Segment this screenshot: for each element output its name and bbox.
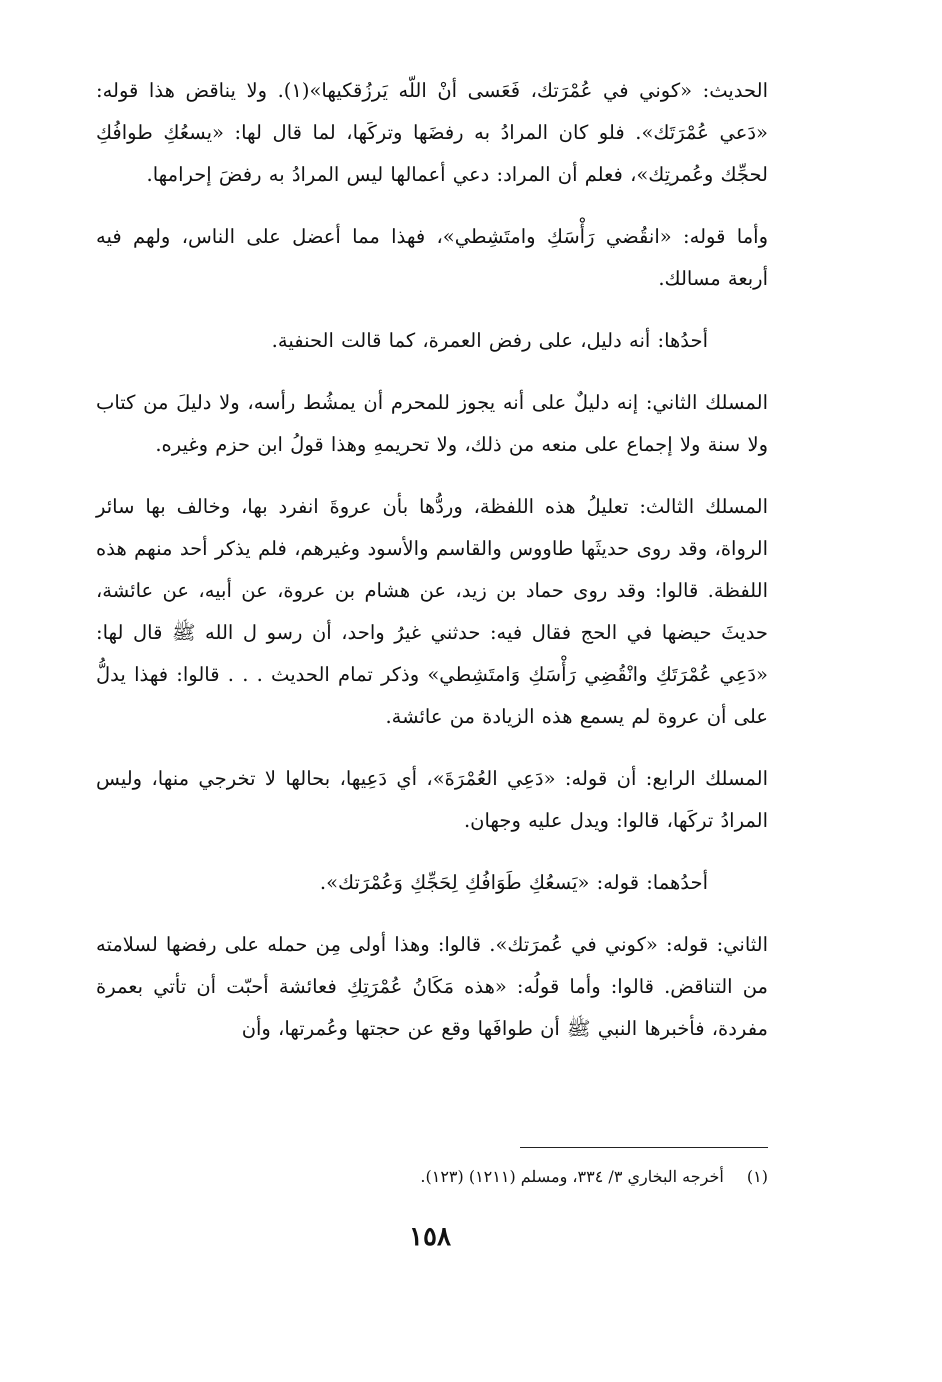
page-number: ١٥٨	[409, 1222, 451, 1252]
paragraph-first-aspect: أحدُهما: قوله: «يَسعُكِ طَوَافُكِ لِحَجِّكِ وَعُمْرَتك».	[319, 871, 708, 894]
footnote-number: (١)	[746, 1167, 768, 1186]
paragraph-first-path: أحدُها: أنه دليل، على رفض العمرة، كما قالت الحنفية.	[271, 329, 708, 352]
paragraph-second-aspect: الثاني: قوله: «كوني في عُمرَتك». قالوا: وهذا أولى مِن حمله على رفضها لسلامته من التناقض. قالوا: وأما قولُه: «هذه مَكَانُ عُمْرَتِكِ فعائشة أحبّت أن تأتي بعمرة مفردة، فأخبرها النبي ﷺ أن طوافَها وقع عن حجتها وعُمرتها، وأن	[96, 933, 768, 1040]
paragraph-hadith-continuation: الحديث: «كوني في عُمْرَتك، فَعَسى أنْ اللّه يَرزُقكيها»(١). ولا يناقض هذا قوله: «دَعي عُمْرَتَك». فلو كان المرادُ به رفضَها وتركَها، لما قال لها: «يسعُكِ طوافُكِ لحجِّك وعُمرتِك»، فعلم أن المراد: دعي أعمالها ليس المرادُ به رفضَ إحرامها.	[96, 79, 768, 186]
paragraph-second-path: المسلك الثاني: إنه دليلٌ على أنه يجوز للمحرم أن يمشُط رأسه، ولا دليلَ من كتاب ولا سنة ولا إجماع على منعه من ذلك، ولا تحريمهِ وهذا قولُ ابن حزم وغيره.	[96, 391, 768, 456]
footnote-text: أخرجه البخاري ٣/ ٣٣٤، ومسلم (١٢١١) (١٢٣).	[420, 1167, 724, 1186]
footnote	[168, 1163, 768, 1191]
paragraph-fourth-path: المسلك الرابع: أن قوله: «دَعِي العُمْرَةَ»، أي دَعِيها، بحالها لا تخرجي منها، وليس المرادُ تركَها، قالوا: ويدل عليه وجهان.	[96, 767, 768, 832]
page-body	[96, 70, 768, 1070]
paragraph-intro-masalik: وأما قوله: «انقُضي رَأْسَكِ وامتَشِطي»، فهذا مما أعضل على الناس، ولهم فيه أربعة مسالك.	[96, 225, 768, 290]
footnote-divider	[520, 1147, 768, 1148]
paragraph-third-path: المسلك الثالث: تعليلُ هذه اللفظة، وردُّها بأن عروةَ انفرد بها، وخالف بها سائر الرواة، وقد روى حديثَها طاووس والقاسم والأسود وغيرهم، فلم يذكر أحد منهم هذه اللفظة. قالوا: وقد روى حماد بن زيد، عن هشام بن عروة، عن أبيه، عن عائشة، حديثَ حيضها في الحج فقال فيه: حدثني غيرُ واحد، أن رسو ل الله ﷺ قال لها: «دَعِي عُمْرَتَكِ وانْقُضِي رَأْسَكِ وَامتَشِطي» وذكر تمام الحديث . . . قالوا: فهذا يدلُّ على أن عروة لم يسمع هذه الزيادة من عائشة.	[96, 495, 768, 728]
